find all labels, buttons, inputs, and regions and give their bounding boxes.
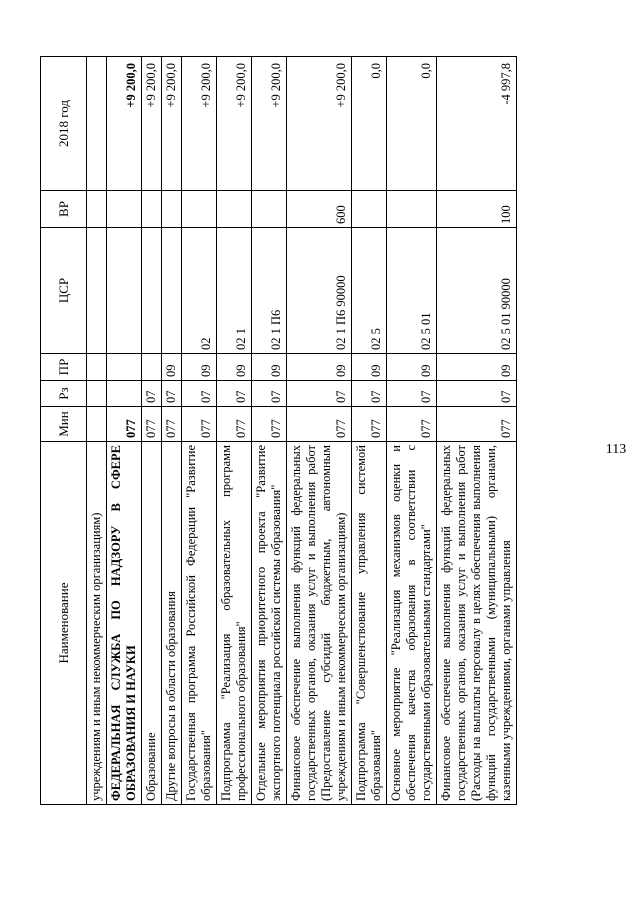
cell-year: -4 997,8 (437, 57, 517, 191)
cell-vr (182, 191, 217, 228)
cell-csr: 02 5 (352, 228, 387, 354)
cell-csr (162, 228, 182, 354)
cell-year: +9 200,0 (162, 57, 182, 191)
cell-csr: 02 1 П6 (252, 228, 287, 354)
cell-year (87, 57, 107, 191)
cell-csr: 02 5 01 (387, 228, 437, 354)
header-csr: ЦСР (41, 228, 87, 354)
cell-vr (87, 191, 107, 228)
cell-name: Подпрограмма "Реализация образовательных программ профессионального образования" (217, 442, 252, 805)
cell-pr: 09 (287, 354, 352, 381)
cell-year: +9 200,0 (142, 57, 162, 191)
table-row (107, 57, 142, 805)
table-row (387, 57, 437, 805)
cell-vr (387, 191, 437, 228)
cell-year: 0,0 (387, 57, 437, 191)
cell-rz: 07 (142, 381, 162, 407)
cell-pr: 09 (352, 354, 387, 381)
table-row (87, 57, 107, 805)
cell-min: 077 (162, 407, 182, 442)
cell-year: +9 200,0 (252, 57, 287, 191)
cell-name: Государственная программа Российской Федерации "Развитие образования" (182, 442, 217, 805)
cell-year: +9 200,0 (107, 57, 142, 191)
table-header-row (41, 57, 87, 805)
cell-rz: 07 (287, 381, 352, 407)
cell-rz: 07 (252, 381, 287, 407)
cell-year: 0,0 (352, 57, 387, 191)
cell-csr: 02 5 01 90000 (437, 228, 517, 354)
table-row (217, 57, 252, 805)
cell-rz: 07 (437, 381, 517, 407)
cell-min: 077 (352, 407, 387, 442)
cell-rz: 07 (182, 381, 217, 407)
cell-year: +9 200,0 (217, 57, 252, 191)
cell-min: 077 (217, 407, 252, 442)
cell-rz (87, 381, 107, 407)
cell-min: 077 (182, 407, 217, 442)
cell-name: ФЕДЕРАЛЬНАЯ СЛУЖБА ПО НАДЗОРУ В СФЕРЕ ОБРАЗОВАНИЯ И НАУКИ (107, 442, 142, 805)
cell-name: Подпрограмма "Совершенствование управления системой образования" (352, 442, 387, 805)
cell-vr: 600 (287, 191, 352, 228)
table-row (352, 57, 387, 805)
cell-csr (87, 228, 107, 354)
cell-min: 077 (252, 407, 287, 442)
cell-csr: 02 1 П6 90000 (287, 228, 352, 354)
cell-vr (162, 191, 182, 228)
cell-pr: 09 (217, 354, 252, 381)
cell-name: учреждениям и иным некоммерческим организациям) (87, 442, 107, 805)
cell-pr: 09 (182, 354, 217, 381)
cell-pr (87, 354, 107, 381)
cell-vr (142, 191, 162, 228)
cell-csr: 02 (182, 228, 217, 354)
table-row (287, 57, 352, 805)
budget-table (40, 56, 517, 805)
header-vr: ВР (41, 191, 87, 228)
cell-pr: 09 (437, 354, 517, 381)
cell-name: Отдельные мероприятия приоритетного проекта "Развитие экспортного потенциала российской системы образования" (252, 442, 287, 805)
header-min: Мин (41, 407, 87, 442)
cell-rz: 07 (217, 381, 252, 407)
table-row (162, 57, 182, 805)
cell-pr: 09 (387, 354, 437, 381)
cell-min: 077 (437, 407, 517, 442)
cell-rz (107, 381, 142, 407)
cell-vr (107, 191, 142, 228)
table-row (252, 57, 287, 805)
cell-vr (252, 191, 287, 228)
table-row (437, 57, 517, 805)
cell-min: 077 (142, 407, 162, 442)
cell-name: Финансовое обеспечение выполнения функций федеральных государственных органов, оказания услуг и выполнения работ (Расходы на выплаты персоналу в целях обеспечения выполнения функций государственными (муниципальными) органами, казенными учреждениями, органами управления (437, 442, 517, 805)
cell-rz: 07 (352, 381, 387, 407)
cell-vr (217, 191, 252, 228)
cell-pr (107, 354, 142, 381)
cell-min: 077 (287, 407, 352, 442)
cell-name: Другие вопросы в области образования (162, 442, 182, 805)
cell-name: Финансовое обеспечение выполнения функций федеральных государственных органов, оказания услуг и выполнения работ (Предоставление субсидий бюджетным, автономным учреждениям и иным некоммерческим организациям) (287, 442, 352, 805)
cell-year: +9 200,0 (287, 57, 352, 191)
cell-vr (352, 191, 387, 228)
cell-csr: 02 1 (217, 228, 252, 354)
table-row (142, 57, 162, 805)
header-name: Наименование (41, 442, 87, 805)
cell-min (87, 407, 107, 442)
table-row (182, 57, 217, 805)
cell-csr (142, 228, 162, 354)
cell-min: 077 (387, 407, 437, 442)
cell-pr: 09 (162, 354, 182, 381)
cell-year: +9 200,0 (182, 57, 217, 191)
cell-pr (142, 354, 162, 381)
cell-vr: 100 (437, 191, 517, 228)
cell-pr: 09 (252, 354, 287, 381)
cell-name: Образование (142, 442, 162, 805)
header-year: 2018 год (41, 57, 87, 191)
header-rz: Рз (41, 381, 87, 407)
page-number: 113 (605, 442, 627, 457)
cell-name: Основное мероприятие "Реализация механизмов оценки и обеспечения качества образования в соответствии с государственными образовательными стандартами" (387, 442, 437, 805)
header-pr: ПР (41, 354, 87, 381)
cell-rz: 07 (162, 381, 182, 407)
cell-min: 077 (107, 407, 142, 442)
cell-rz: 07 (387, 381, 437, 407)
cell-csr (107, 228, 142, 354)
